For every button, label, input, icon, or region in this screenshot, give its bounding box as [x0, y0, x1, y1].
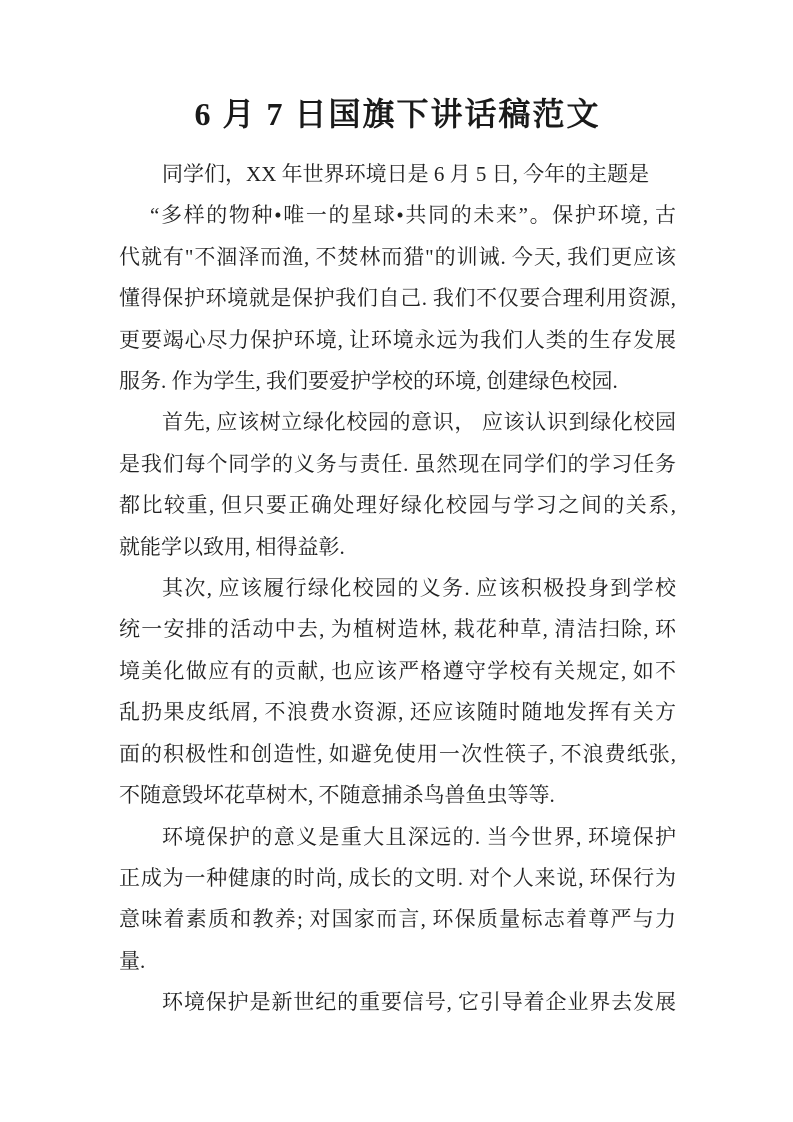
document-body [119, 154, 676, 1024]
text-line: 量. [119, 948, 146, 973]
text-line: 就能学以致用, 相得益彰. [119, 534, 345, 559]
text-line: 正成为一种健康的时尚, 成长的文明. 对个人来说, 环保行为 [119, 865, 676, 890]
text-line: 境美化做应有的贡献, 也应该严格遵守学校有关规定, 如不 [119, 658, 676, 683]
text-line: 都比较重, 但只要正确处理好绿化校园与学习之间的关系, [119, 493, 676, 518]
text-line: 其次, 应该履行绿化校园的义务. 应该积极投身到学校 [162, 576, 676, 601]
text-line: 乱扔果皮纸屑, 不浪费水资源, 还应该随时随地发挥有关方 [119, 700, 676, 725]
paragraph [119, 154, 676, 195]
text-line: 服务. 作为学生, 我们要爱护学校的环境, 创建绿色校园. [119, 369, 618, 394]
document-title: 6 月 7 日国旗下讲话稿范文 [194, 96, 601, 132]
paragraph [119, 568, 676, 816]
text-line: 代就有"不涸泽而渔, 不焚林而猎"的训诫. 今天, 我们更应该 [119, 244, 676, 269]
text-line: 首先, 应该树立绿化校园的意识， 应该认识到绿化校园 [162, 410, 676, 435]
text-line: 面的积极性和创造性, 如避免使用一次性筷子, 不浪费纸张, [119, 741, 676, 766]
text-line: “多样的物种•唯一的星球•共同的未来”。保护环境, 古 [150, 203, 676, 228]
text-line: 统一安排的活动中去, 为植树造林, 栽花种草, 清洁扫除, 环 [119, 617, 676, 642]
text-line: 更要竭心尽力保护环境, 让环境永远为我们人类的生存发展 [119, 327, 676, 352]
paragraph [119, 982, 676, 1023]
text-line: 意味着素质和教养; 对国家而言, 环保质量标志着尊严与力 [119, 907, 676, 932]
paragraph [119, 817, 676, 983]
paragraph [119, 195, 676, 402]
text-line: 懂得保护环境就是保护我们自己. 我们不仅要合理利用资源, [119, 286, 676, 311]
text-line: 环境保护的意义是重大且深远的. 当今世界, 环境保护 [162, 824, 676, 849]
text-line: 同学们，XX 年世界环境日是 6 月 5 日, 今年的主题是 [162, 162, 650, 186]
text-line: 不随意毁坏花草树木, 不随意捕杀鸟兽鱼虫等等. [119, 783, 555, 808]
text-line: 环境保护是新世纪的重要信号, 它引导着企业界去发展 [162, 990, 676, 1015]
paragraph [119, 402, 676, 568]
text-line: 是我们每个同学的义务与责任. 虽然现在同学们的学习任务 [119, 451, 676, 476]
